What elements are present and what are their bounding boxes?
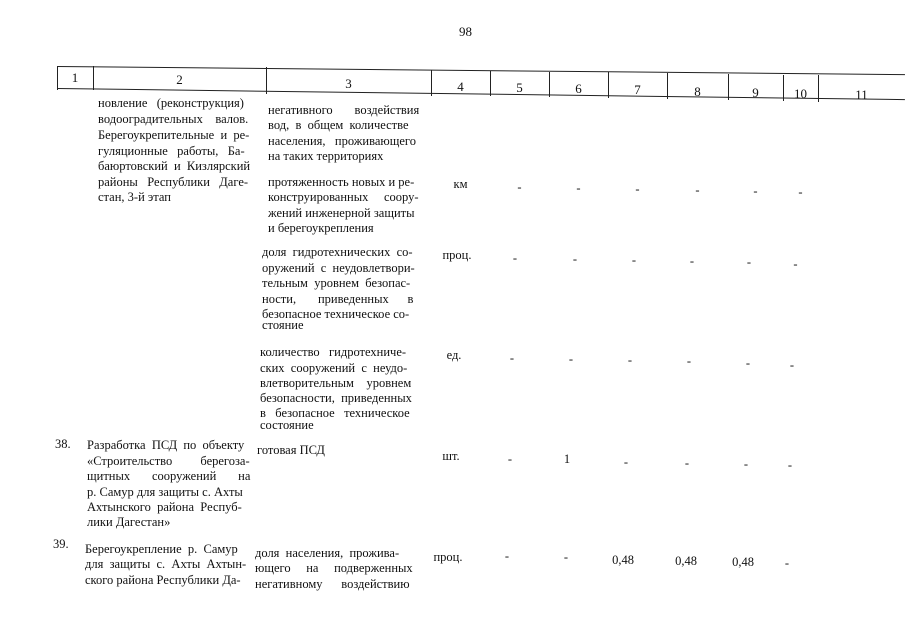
row-cont-indicator-3-line: ности, приведенных в [262, 292, 414, 306]
value-cell: - [798, 185, 803, 199]
row-cont-indicator-4-line: безопасности, приведенных [260, 391, 412, 405]
value-cell: - [512, 251, 518, 265]
value-cell: - [635, 182, 640, 196]
row-cont-indicator-3-line: доля гидротехнических со- [262, 245, 413, 259]
value-cell: - [568, 352, 574, 366]
value-cell: - [745, 356, 751, 370]
row-cont-name-line: новление (реконструкция) [98, 96, 244, 110]
value-cell: - [789, 358, 795, 372]
header-col-6: 6 [575, 81, 582, 96]
row-38-indicator: готовая ПСД [257, 443, 325, 457]
value-cell: - [746, 255, 752, 269]
row-39-unit: проц. [433, 550, 463, 564]
row-cont-name-line: районы Республики Даге- [98, 175, 249, 189]
row-cont-unit-2: км [453, 177, 468, 191]
value-cell: - [743, 457, 749, 471]
row-38-name-line: Ахтынского района Респуб- [87, 500, 242, 514]
row-cont-indicator-3-line: оружений с неудовлетвори- [262, 261, 415, 275]
row-cont-unit-4: ед. [446, 348, 462, 362]
value-cell: - [631, 253, 637, 267]
value-cell: - [627, 353, 633, 367]
value-cell: 0,48 [732, 555, 754, 569]
value-cell: 0,48 [675, 554, 697, 568]
header-col-11: 11 [855, 87, 868, 102]
row-cont-indicator-1-line: негативного воздействия [268, 103, 420, 117]
row-cont-name-line: гуляционные работы, Ба- [98, 144, 245, 158]
header-col-9: 9 [752, 85, 759, 100]
header-col-3: 3 [345, 76, 352, 91]
value-cell: 0,48 [612, 553, 634, 567]
row-cont-indicator-2-line: жений инженерной защиты [268, 206, 415, 220]
header-col-8: 8 [694, 84, 701, 99]
value-cell: - [784, 556, 790, 570]
value-cell: - [793, 257, 798, 271]
header-col-7: 7 [634, 82, 641, 97]
value-cell: 1 [563, 452, 571, 466]
value-cell: - [753, 184, 758, 198]
value-cell: - [689, 254, 695, 268]
row-38-unit: шт. [442, 449, 460, 463]
row-cont-indicator-1-line: на таких территориях [268, 149, 384, 163]
row-38-name-line: «Строительство берегоза- [87, 454, 250, 468]
row-38-name-line: лики Дагестан» [87, 515, 171, 529]
row-cont-indicator-3-line: безопасное техническое со- [262, 307, 410, 321]
row-cont-indicator-4-line: количество гидротехниче- [260, 345, 407, 359]
row-39-indicator-line: негативному воздействию [255, 577, 410, 591]
row-cont-unit-3: проц. [442, 248, 472, 262]
header-col-2: 2 [176, 72, 183, 87]
row-cont-name-line: баюртовский и Кизлярский [98, 159, 251, 173]
row-cont-name-line: стан, 3-й этап [98, 190, 171, 204]
value-cell: - [509, 351, 515, 365]
row-cont-indicator-3-line: стояние [262, 318, 304, 332]
value-cell: - [517, 180, 522, 194]
row-39-name-line: для защиты с. Ахты Ахтын- [85, 557, 247, 571]
row-cont-indicator-4-line: состояние [260, 418, 314, 432]
row-39-name-line: ского района Республики Да- [85, 573, 241, 587]
row-cont-indicator-4-line: влетворительным уровнем [260, 376, 412, 390]
row-cont-indicator-1-line: населения, проживающего [268, 134, 416, 148]
header-col-10: 10 [794, 86, 807, 101]
value-cell: - [787, 458, 793, 472]
row-cont-indicator-2-line: конструированных соору- [268, 190, 419, 204]
row-cont-indicator-3-line: тельным уровнем безопас- [262, 276, 411, 290]
row-39-indicator-line: доля населения, прожива- [255, 546, 400, 560]
value-cell: - [507, 452, 513, 466]
value-cell: - [504, 549, 510, 563]
value-cell: - [695, 183, 700, 197]
value-cell: - [684, 456, 690, 470]
value-cell: - [572, 252, 578, 266]
row-cont-indicator-4-line: в безопасное техническое [260, 406, 410, 420]
value-cell: - [576, 181, 581, 195]
row-38-name-line: щитных сооружений на [87, 469, 251, 483]
row-39-number: 39. [53, 537, 69, 551]
row-39-indicator-line: ющего на подверженных [255, 561, 413, 575]
header-col-1: 1 [71, 70, 79, 85]
row-38-name-line: Разработка ПСД по объекту [87, 438, 245, 452]
row-cont-indicator-2-line: протяженность новых и ре- [268, 175, 415, 189]
row-cont-indicator-4-line: ских сооружений с неудо- [260, 361, 408, 375]
header-col-4: 4 [457, 79, 464, 94]
row-cont-indicator-1-line: вод, в общем количестве [268, 118, 409, 132]
row-38-number: 38. [55, 437, 71, 451]
value-cell: - [623, 455, 629, 469]
row-cont-indicator-2-line: и берегоукрепления [268, 221, 374, 235]
header-col-5: 5 [516, 80, 523, 95]
page-number: 98 [459, 24, 472, 39]
row-39-name-line: Берегоукрепление р. Самур [85, 542, 238, 556]
row-cont-name-line: Берегоукрепительные и ре- [98, 128, 250, 142]
row-38-name-line: р. Самур для защиты с. Ахты [87, 485, 243, 499]
value-cell: - [686, 354, 692, 368]
row-cont-name-line: водооградительных валов. [98, 112, 249, 126]
value-cell: - [563, 550, 569, 564]
